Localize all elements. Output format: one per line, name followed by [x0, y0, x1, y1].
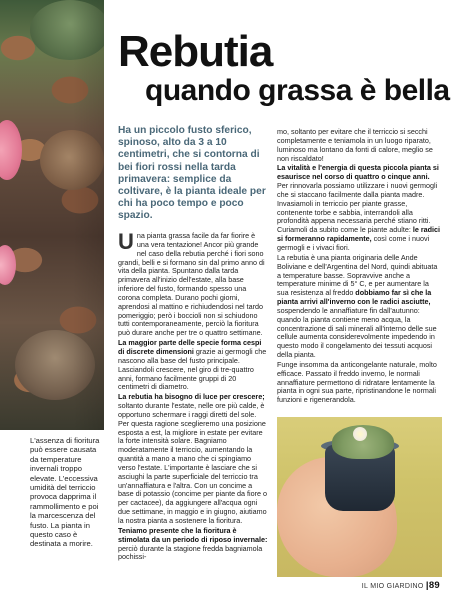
paragraph-lead: La rebutia ha bisogno di luce per crescere;	[118, 392, 265, 402]
paragraph-text: Per rinnovarla possiamo utilizzare i nuovi germogli che si staccano facilmente dalla pianta madre. Invasiamoli in terriccio per piante grasse, contenente torbe e sabbia, interrandoli alla profondità appena necessaria perché stiano ritti. Curiamoli da subito come le piante adulte:	[277, 181, 438, 235]
paragraph	[118, 339, 269, 392]
paragraph-text: Funge insomma da anticongelante naturale, molto efficace. Passato il freddo inverno, le normali annaffiature permettono di ridratare lentamente la pianta in ogni sua parte, ripristinandone le normali funzioni e rigenerandola.	[277, 359, 437, 405]
potted-cactus-photo	[277, 417, 442, 577]
paragraph-lead: Teniamo presente che la fioritura è stimolata da un periodo di riposo invernale:	[118, 525, 268, 544]
paragraph	[277, 254, 442, 360]
paragraph-lead: La maggior parte delle specie forma cespi di discrete dimensioni	[118, 338, 262, 356]
paragraph	[277, 164, 442, 252]
paragraph-text: perciò durante la stagione fredda bagniamola pochissi-	[118, 543, 263, 562]
paragraph-text: grazie ai germogli che nascono alla base del fusto principale. Lasciandoli crescere, nel giro di tre-quattro anni, formano facilmente gruppi di 20 centimetri di diametro.	[118, 346, 267, 392]
paragraph	[118, 232, 269, 338]
paragraph	[277, 361, 442, 405]
paragraph	[118, 393, 269, 526]
body-column-1	[118, 232, 269, 587]
paragraph-text: sospendendo le annaffiature fin dall'autunno: quando la pianta contiene meno acqua, la concentrazione di sali minerali all'interno delle sue cellule aumenta considerevolmente impedendo in questo modo il congelamento dei tessuti acquosi della pianta.	[277, 305, 437, 360]
paragraph-text: La rebutia è una pianta originaria delle Ande Boliviane e dell'Argentina del Nord, quindi abituata a temperature basse. Sopravvive anche a temperature minime di 5° C, e per aumentare la sua resistenza al freddo	[277, 252, 438, 298]
paragraph-text: così come i nuovi germogli e i vivaci fiori.	[277, 234, 430, 252]
page-number: |89	[425, 580, 440, 591]
paragraph-emphasis: dobbiamo far sì che la pianta arrivi all'inverno con le radici asciutte,	[277, 288, 432, 307]
paragraph	[118, 527, 269, 562]
paragraph-text: soltanto durante l'estate, nelle ore più calde, è opportuno schermare i raggi diretti del sole. Per questa ragione sceglieremo una posizione esposta a est, la migliore in estate per evitare la forte intensità solare. Bagniamo moderatamente il terriccio, aumentando la quantità a mano a mano che ci spingiamo verso l'estate. L'importante è lasciare che si asciughi la parte superficiale del terriccio tra un'annaffiatura e l'altra. Con un concime a base di potassio (concime per piante da fiore o per cactacee), da aggiungere all'acqua ogni due settimane, in maggio e in giugno, aiutiamo la nostra pianta a sostenere la fioritura.	[118, 401, 268, 525]
paragraph-text: mo, soltanto per evitare che il terriccio si secchi completamente e teniamola in un luogo riparato, luminoso ma lontano da fonti di calore, meglio se non riscaldato!	[277, 128, 433, 163]
magazine-name: IL MIO GIARDINO	[361, 583, 424, 590]
body-column-2	[277, 128, 442, 406]
dropcap: U	[118, 232, 134, 254]
white-flower	[353, 427, 367, 441]
cactus-photo-left	[0, 0, 104, 430]
page-number-value: 89	[428, 580, 440, 591]
photo-shade	[0, 0, 104, 430]
article-intro: Ha un piccolo fusto sferico, spinoso, alto da 3 a 10 centimetri, che si contorna di bei fiori rossi nella tarda primavera: semplice da coltivare, è la pianta ideale per chi ha poco tempo e poco spazio.	[118, 125, 266, 222]
article-title: Rebutia	[118, 27, 273, 76]
photo-caption: L'assenza di fioritura può essere causata da temperature invernali troppo elevate. L'eccessiva umidità del terriccio provoca dapprima il rammollimento e poi la marcescenza del fusto. La pianta in questo caso è destinata a morire.	[30, 436, 100, 549]
paragraph-text: na pianta grassa facile da far fiorire è una vera tentazione! Ancor più grande nel caso della rebutia perché i fiori sono grandi, belli e si formano sin dal primo anno di vita della pianta. Spuntano dalla tarda primavera all'inizio dell'estate, alla base inferiore del fusto, formando spesso una corona completa. Durano pochi giorni, aprendosi al mattino e richiudendosi nel tardo pomeriggio; però i boccioli non si schiudono tutti contemporaneamente, perciò la fioritura può durare anche per tre o quattro settimane.	[118, 232, 265, 338]
paragraph-emphasis: le radici si formeranno rapidamente,	[277, 225, 441, 244]
article-subtitle: quando grassa è bella	[145, 74, 450, 107]
page-footer	[362, 580, 440, 591]
paragraph	[277, 128, 442, 163]
paragraph-lead: La vitalità e l'energia di questa piccola pianta si esaurisce nel corso di quattro o cinque anni.	[277, 163, 439, 182]
